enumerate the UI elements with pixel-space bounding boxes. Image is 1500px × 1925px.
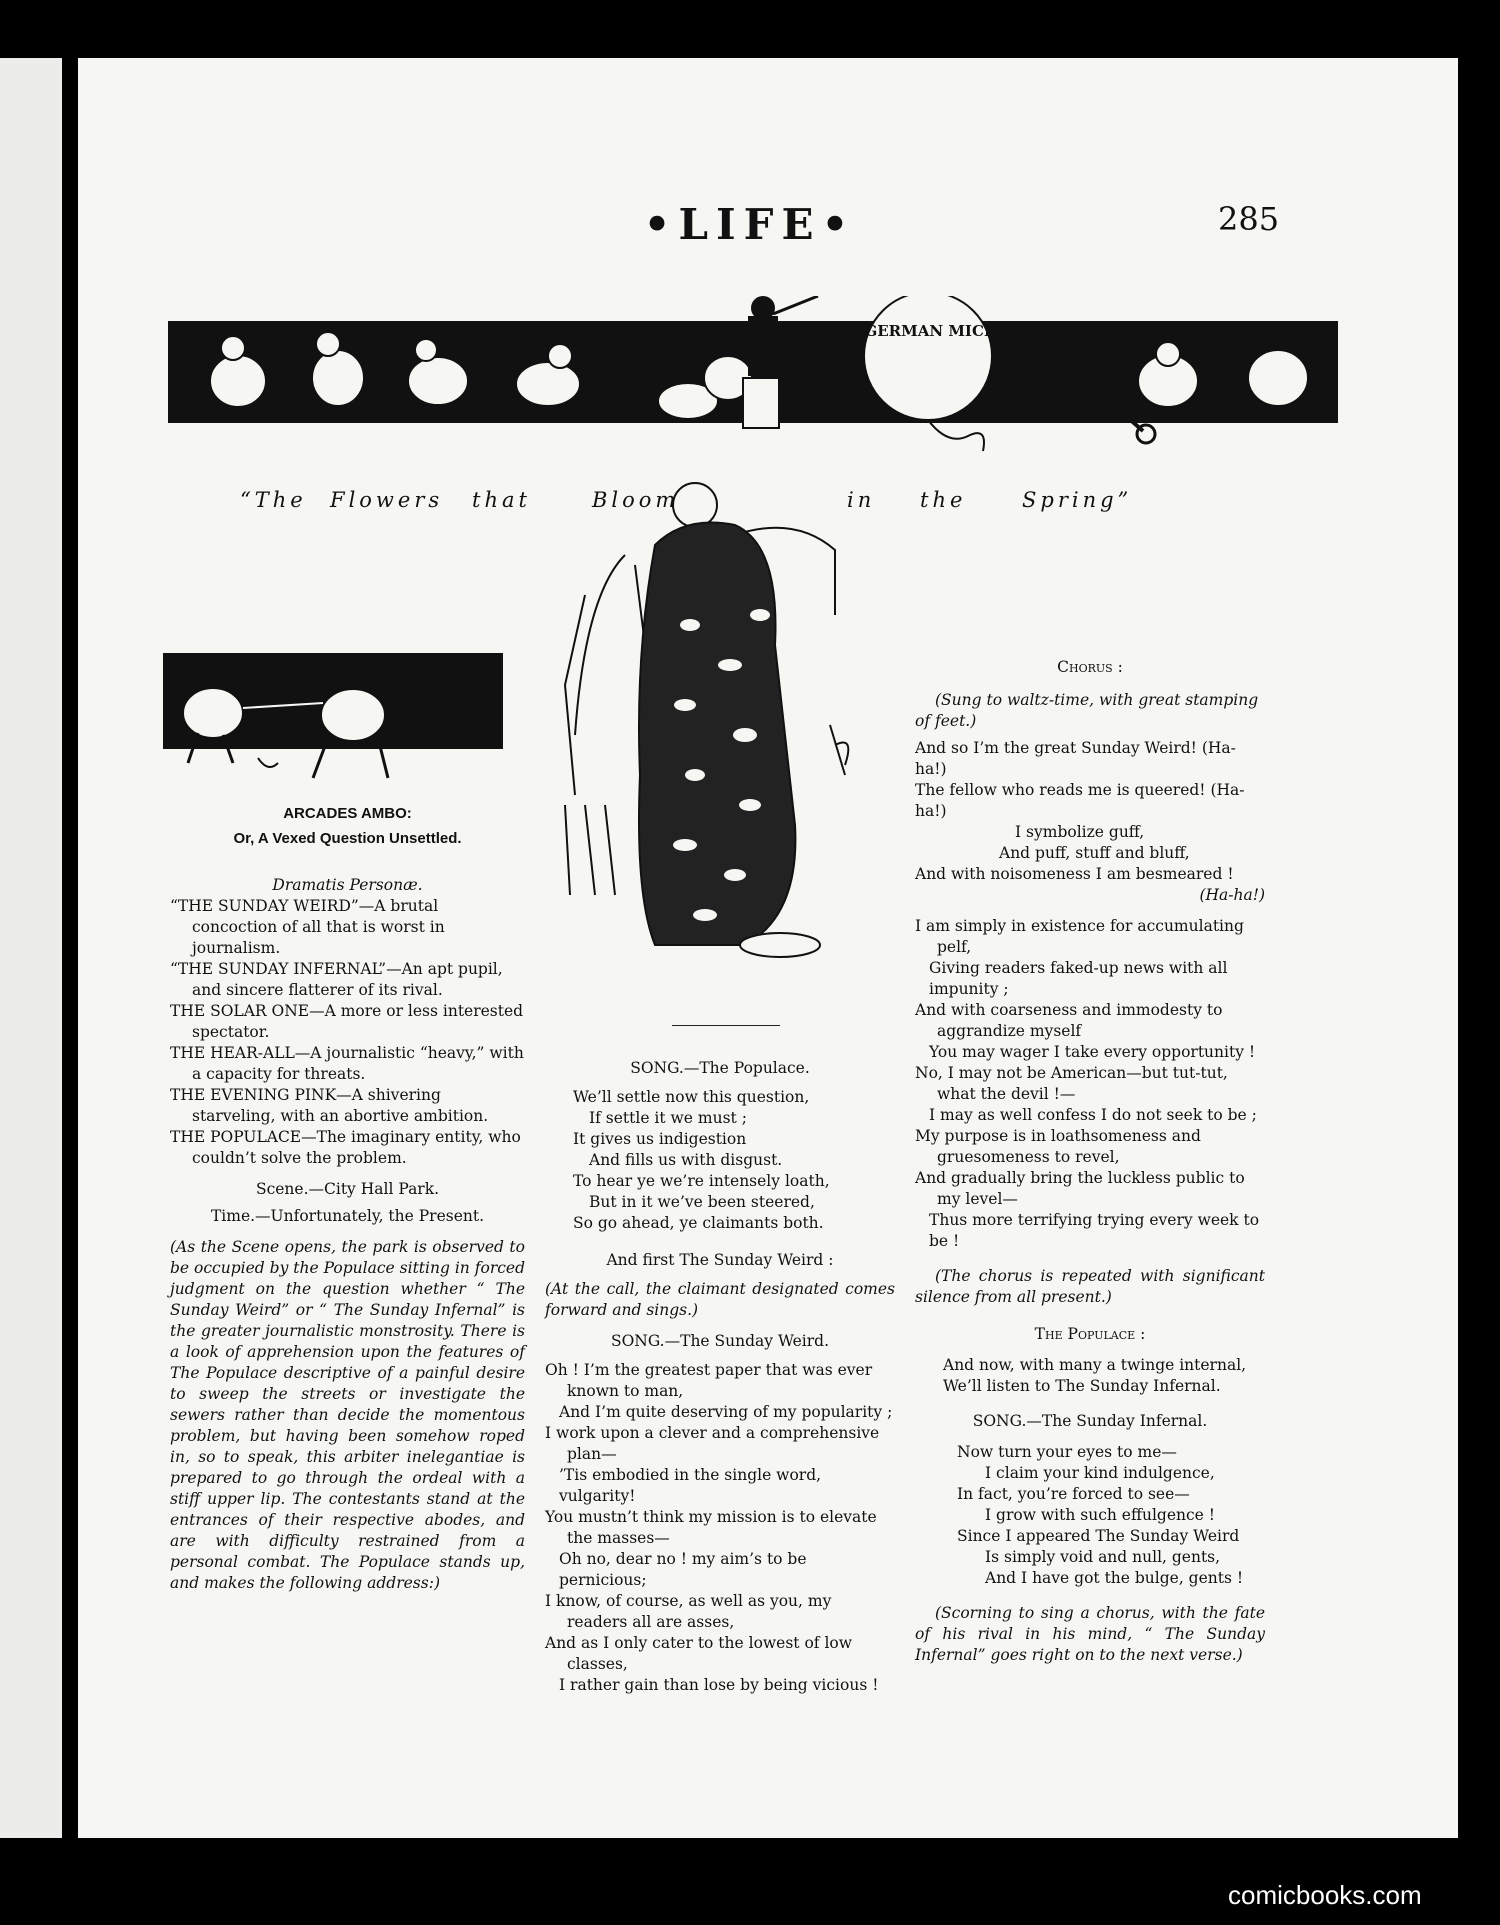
verse-line: I rather gain than lose by being vicious ! bbox=[559, 1676, 879, 1694]
verse-line: And fills us with disgust. bbox=[589, 1151, 783, 1169]
verse-line: You may wager I take every opportunity ! bbox=[929, 1043, 1256, 1061]
verse-line: And with coarseness and immodesty to aggrandize myself bbox=[915, 1001, 1223, 1040]
site-watermark: comicbooks.com bbox=[1228, 1880, 1422, 1910]
middle-column bbox=[545, 1058, 895, 1696]
caption-word: in bbox=[847, 488, 876, 512]
left-column bbox=[170, 803, 525, 1594]
verse-line: I work upon a clever and a comprehensive plan— bbox=[545, 1424, 880, 1463]
center-illustration bbox=[545, 475, 875, 980]
dramatis-heading: Dramatis Personæ. bbox=[272, 876, 423, 894]
verse-line: And gradually bring the luckless public to my level— bbox=[915, 1169, 1245, 1208]
verse-line: And now, with many a twinge internal, bbox=[943, 1356, 1247, 1374]
banner-illustration bbox=[168, 296, 1338, 454]
caption-word: Bloom bbox=[592, 488, 680, 512]
character-entry: THE EVENING PINK—A shivering starveling, with an abortive ambition. bbox=[170, 1086, 489, 1125]
stage-direction: (Sung to waltz-time, with great stamping of feet.) bbox=[915, 691, 1259, 730]
verse-line: Giving readers faked-up news with all impunity ; bbox=[929, 959, 1228, 998]
verse-line: And I have got the bulge, gents ! bbox=[985, 1569, 1244, 1587]
verse-line: But in it we’ve been steered, bbox=[589, 1193, 815, 1211]
song-title: SONG.—The Sunday Infernal. bbox=[972, 1412, 1208, 1430]
verse-line: No, I may not be American—but tut-tut, what the devil !— bbox=[915, 1064, 1228, 1103]
time-line: Time.—Unfortunately, the Present. bbox=[210, 1207, 485, 1225]
stage-direction: (The chorus is repeated with significant silence from all present.) bbox=[915, 1267, 1265, 1306]
verse-line: In fact, you’re forced to see— bbox=[957, 1485, 1190, 1503]
verse-line: We’ll listen to The Sunday Infernal. bbox=[943, 1377, 1221, 1395]
verse-line: Since I appeared The Sunday Weird bbox=[957, 1527, 1240, 1545]
verse-line: It gives us indigestion bbox=[573, 1130, 747, 1148]
magazine-masthead: •LIFE• bbox=[643, 200, 857, 249]
adjacent-page-edge bbox=[0, 58, 62, 1838]
scene-line: Scene.—City Hall Park. bbox=[255, 1180, 440, 1198]
verse-line: To hear ye we’re intensely loath, bbox=[573, 1172, 830, 1190]
verse-line: I am simply in existence for accumulating pelf, bbox=[915, 917, 1244, 956]
verse-line: And as I only cater to the lowest of low classes, bbox=[545, 1634, 853, 1673]
character-entry: “THE SUNDAY INFERNAL”—An apt pupil, and sincere flatterer of its rival. bbox=[170, 960, 503, 999]
right-column bbox=[915, 657, 1265, 1666]
verse-line: And so I’m the great Sunday Weird! (Ha-ha!) bbox=[915, 739, 1236, 778]
verse-line: My purpose is in loathsomeness and gruesomeness to revel, bbox=[915, 1127, 1201, 1166]
verse-line: And with noisomeness I am besmeared ! bbox=[915, 865, 1234, 883]
verse-line: I know, of course, as well as you, my readers all are asses, bbox=[545, 1592, 832, 1631]
caption-word: “The bbox=[240, 488, 307, 512]
verse-line: And puff, stuff and bluff, bbox=[999, 844, 1190, 862]
verse-line: Oh no, dear no ! my aim’s to be pernicious; bbox=[559, 1550, 807, 1589]
song-title: SONG.—The Sunday Weird. bbox=[610, 1332, 830, 1350]
verse-line: And I’m quite deserving of my popularity ; bbox=[559, 1403, 893, 1421]
verse-line: If settle it we must ; bbox=[589, 1109, 747, 1127]
chorus-title: Chorus : bbox=[1057, 658, 1123, 676]
caption-word: Spring” bbox=[1022, 488, 1133, 512]
verse-line: The fellow who reads me is queered! (Ha-ha!) bbox=[915, 781, 1245, 820]
verse-line: Now turn your eyes to me— bbox=[957, 1443, 1177, 1461]
stage-direction: (At the call, the claimant designated comes forward and sings.) bbox=[545, 1280, 895, 1319]
drum-label: THE GERMAN MICROBE bbox=[822, 322, 1034, 340]
divider-rule bbox=[672, 1025, 780, 1026]
verse-line: You mustn’t think my mission is to elevate the masses— bbox=[545, 1508, 877, 1547]
verse-line: Oh ! I’m the greatest paper that was ever known to man, bbox=[545, 1361, 873, 1400]
caption-word: the bbox=[920, 488, 967, 512]
verse-line: Thus more terrifying trying every week to be ! bbox=[929, 1211, 1260, 1250]
verse-line: Is simply void and null, gents, bbox=[985, 1548, 1221, 1566]
character-entry: THE HEAR-ALL—A journalistic “heavy,” with a capacity for threats. bbox=[170, 1044, 524, 1083]
character-entry: “THE SUNDAY WEIRD”—A brutal concoction of all that is worst in journalism. bbox=[170, 897, 445, 957]
call-line: And first The Sunday Weird : bbox=[606, 1251, 834, 1269]
verse-line: We’ll settle now this question, bbox=[573, 1088, 810, 1106]
duel-illustration bbox=[163, 653, 503, 788]
verse-line: ’Tis embodied in the single word, vulgarity! bbox=[559, 1466, 822, 1505]
article-title: ARCADES AMBO: bbox=[283, 805, 412, 822]
populace-title: The Populace : bbox=[1034, 1325, 1146, 1343]
verse-line: I may as well confess I do not seek to be ; bbox=[929, 1106, 1257, 1124]
character-entry: THE SOLAR ONE—A more or less interested spectator. bbox=[170, 1002, 524, 1041]
verse-line: I grow with such effulgence ! bbox=[985, 1506, 1216, 1524]
verse-line: (Ha-ha!) bbox=[1199, 886, 1265, 904]
stage-direction: (As the Scene opens, the park is observed to be occupied by the Populace sitting in forced judgment on the question whether “ The Sunday Weird” or “ The Sunday Infernal” is the greater journalistic monstrosity. There is a look of apprehension upon the features of The Populace descriptive of a painful desire to sweep the streets or investigate the sewers rather than decide the momentous problem, but having been somehow roped in, so to speak, this arbiter inelegantiae is prepared to go through the ordeal with a stiff upper lip. The contestants stand at the entrances of their respective abodes, and are with difficulty restrained from a personal combat. The Populace stands up, and makes the following address:) bbox=[170, 1238, 525, 1592]
verse-line: I symbolize guff, bbox=[1015, 823, 1145, 841]
stage-direction: (Scorning to sing a chorus, with the fate of his rival in his mind, “ The Sunday Infernal” goes right on to the next verse.) bbox=[915, 1604, 1265, 1664]
verse-line: So go ahead, ye claimants both. bbox=[573, 1214, 824, 1232]
character-entry: THE POPULACE—The imaginary entity, who couldn’t solve the problem. bbox=[170, 1128, 521, 1167]
article-subtitle: Or, A Vexed Question Unsettled. bbox=[233, 830, 462, 847]
verse-line: I claim your kind indulgence, bbox=[985, 1464, 1215, 1482]
caption-word: that bbox=[472, 488, 531, 512]
caption-word: Flowers bbox=[330, 488, 444, 512]
song-title: SONG.—The Populace. bbox=[630, 1059, 810, 1077]
page-number: 285 bbox=[1218, 200, 1280, 238]
